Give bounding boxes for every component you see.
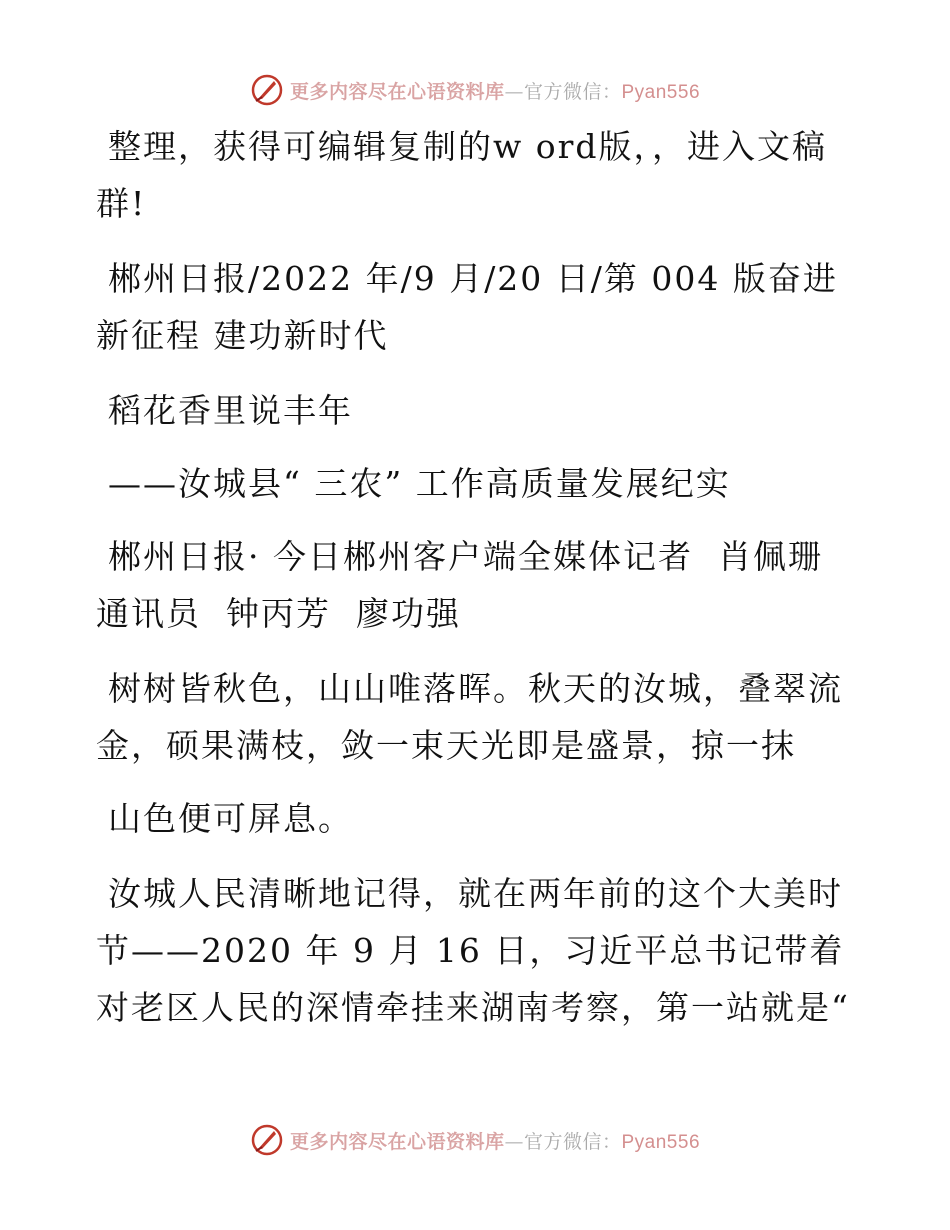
header-watermark: [0, 70, 950, 110]
document-body: [96, 118, 856, 1054]
footer-watermark: [0, 1120, 950, 1160]
paragraph-body-2: 汝城人民清晰地记得，就在两年前的这个大美时节——2020 年 9 月 16 日，习近平总书记带着对老区人民的深情牵挂来湖南考察，第一站就是“: [96, 874, 850, 1027]
paragraph-body-1: 树树皆秋色，山山唯落晖。秋天的汝城，叠翠流金，硕果满枝，敛一束天光即是盛景，掠一抹: [96, 669, 843, 765]
paragraph-intro: 整理，获得可编辑复制的w ord版，，进入文稿群!: [96, 127, 828, 223]
article-title: 稻花香里说丰年: [108, 391, 353, 430]
watermark-wechat-id: Pyan556: [621, 81, 701, 103]
watermark-wechat-id: Pyan556: [621, 1131, 701, 1153]
article-subtitle: ——汝城县“ 三农” 工作高质量发展纪实: [108, 464, 731, 503]
watermark-text: [290, 77, 700, 104]
quill-circle-logo: [250, 73, 284, 107]
article-byline: 郴州日报· 今日郴州客户端全媒体记者 肖佩珊 通讯员 钟丙芳 廖功强: [96, 537, 848, 633]
paragraph-body-1-cont: 山色便可屏息。: [108, 799, 353, 838]
watermark-text: [290, 1127, 700, 1154]
watermark-wechat-label: 官方微信：: [523, 80, 622, 103]
quill-circle-logo: [250, 1123, 284, 1157]
watermark-title: 更多内容尽在心语资料库: [289, 1130, 505, 1153]
paragraph-source: 郴州日报/2022 年/9 月/20 日/第 004 版奋进新征程 建功新时代: [96, 259, 838, 355]
watermark-separator: —: [504, 80, 524, 103]
watermark-separator: —: [504, 1130, 524, 1153]
watermark-title: 更多内容尽在心语资料库: [289, 80, 505, 103]
watermark-wechat-label: 官方微信：: [523, 1130, 622, 1153]
